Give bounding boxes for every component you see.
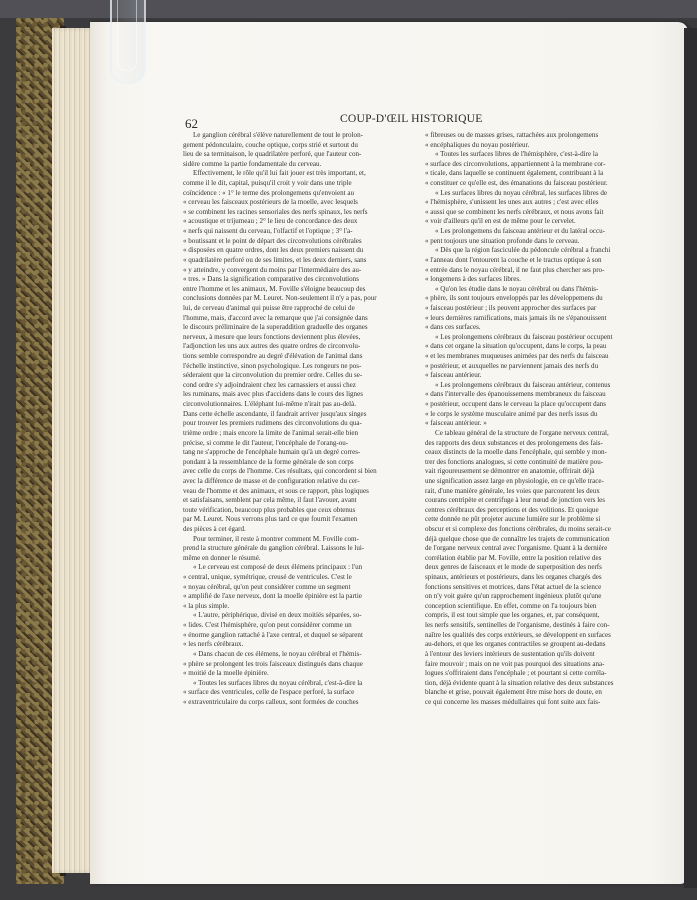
text-line: « cerveau les faisceaux postérieurs de la moelle, avec lesquels	[183, 198, 358, 207]
text-line: vait rigoureusement se démontrer en anatomie, offrirait déjà	[425, 467, 595, 476]
text-line: « faisceau antérieur.	[425, 371, 482, 380]
text-line: « l'hémisphère, s'unissent les unes aux autres ; c'est avec elles	[425, 198, 599, 207]
text-line: « Le cerveau est composé de deux élémens principaux : l'un	[193, 563, 363, 572]
text-line: « faisceau antérieur. »	[425, 419, 487, 428]
text-line: circonvolutionnaires. L'éléphant lui-même n'irait pas au-delà.	[183, 400, 356, 409]
text-line: « dans cet organe la situation qu'occupent, dans le corps, la peau	[425, 342, 607, 351]
text-line: « Les prolongemens cérébraux du faisceau antérieur, contenus	[435, 380, 611, 389]
scan-background	[0, 0, 697, 18]
text-line: « nerfs qui naissent du cerveau, l'olfactif et l'optique ; 3° l'a-	[183, 227, 353, 236]
text-line: « postérieur, occupent dans le cerveau la place qu'occupent dans	[425, 400, 606, 409]
text-line: fonctions sensitives et motrices, dans l'état actuel de la science	[425, 582, 602, 591]
text-line: nerveux, à mesure que leurs fonctions deviennent plus élevées,	[183, 332, 361, 341]
text-line: « Dès que la région fasciculée du pédoncule cérébral a franchi	[435, 246, 611, 255]
text-line: « Toutes les surfaces libres de l'hémisphère, c'est-à-dire la	[435, 150, 598, 159]
text-line: courans centripète et centrifuge à leur nœud de jonction vers les	[425, 496, 606, 505]
text-line: sidère comme la partie fondamentale du cerveau.	[183, 159, 322, 168]
text-line: comme il le dit, capital, puisqu'il croit y voir dans une triple	[183, 179, 352, 188]
text-line: « faisceau postérieur ; ils peuvent approcher des surfaces par	[425, 303, 597, 312]
text-line: tions semble correspondre au degré d'élévation de l'animal dans	[183, 352, 363, 361]
text-line: lieu de sa terminaison, le quadrilatère perforé, que l'auteur con-	[183, 150, 362, 159]
text-line: « extraventriculaire du corps calleux, sont formées de couches	[183, 697, 359, 706]
text-line: deux genres de faisceaux et le mode de superposition des nerfs	[425, 563, 602, 572]
text-line: « noyau cérébral, qu'on peut considérer comme un segment	[183, 582, 351, 591]
text-line: à l'entour des leviers intérieurs de sustentation qu'ils doivent	[425, 649, 595, 658]
text-line: « amplifié de l'axe nerveux, dont la moelle épinière est la partie	[183, 592, 362, 601]
text-line: les ruminans, mais avec plus d'accidens dans le cours des lignes	[183, 390, 363, 399]
text-line: on n'y voit guère qu'un rapprochement ingénieux plutôt qu'une	[425, 592, 602, 601]
text-line: centres cérébraux des perceptions et des volitions. Et quoique	[425, 505, 599, 514]
text-line: « Qu'on les étudie dans le noyau cérébral ou dans l'hémis-	[435, 284, 599, 293]
text-line: l'échelle instinctive, sinon psychologique. Les rongeurs ne pos-	[183, 361, 362, 370]
text-line: « moitié de la moelle épinière.	[183, 669, 269, 678]
text-line: « Les surfaces libres du noyau cérébral, les surfaces libres de	[435, 188, 607, 197]
text-line: « Les prolongemens cérébraux du faisceau postérieur occupent	[435, 332, 613, 341]
text-line: naître les qualités des corps extérieurs, se développent en surfaces	[425, 630, 611, 639]
text-line: Pour terminer, il reste à montrer comment M. Foville com-	[193, 534, 359, 543]
right-shadow	[684, 28, 697, 888]
text-line: lui, de cerveau d'animal qui puisse être rapproché de celui de	[183, 303, 355, 312]
text-line: et satisfaisans, semblent par cela même, il faut l'avouer, avant	[183, 496, 357, 505]
text-line: conclusions données par M. Leuret. Non-seulement il n'y a pas, pour	[183, 294, 377, 303]
text-line: spinaux, antérieurs et postérieurs, dans les organes chargés des	[425, 573, 602, 582]
text-line: « l'anneau dont l'entourent la couche et le tractus optique à son	[425, 255, 602, 264]
text-line: « Dans chacun de ces élémens, le noyau cérébral et l'hémis-	[193, 649, 362, 658]
text-line: avec la différence de masse et de configuration relative du cer-	[183, 476, 360, 485]
text-line: trer des fonctions analogues, si cette continuité de matière pou-	[425, 457, 604, 466]
text-line: « L'autre, périphérique, divisé en deux moitiés séparées, so-	[193, 611, 362, 620]
text-line: une signification assez large en physiologie, en ce qu'elle trace-	[425, 476, 604, 485]
text-line: cond ordre s'y adjoindraient chez les carnassiers et aussi chez	[183, 380, 356, 389]
text-line: ceaux distincts de la moelle dans l'encéphale, qui semble y mon-	[425, 448, 607, 457]
text-line: pour trouver les premiers rudimens des circonvolutions du qua-	[183, 419, 362, 428]
text-line: avec celle du corps de l'homme. Ces résultats, qui concordent si bien	[183, 467, 377, 476]
text-line: « la plus simple.	[183, 601, 230, 610]
text-line: « phère se prolongent les trois faisceaux distingués dans chaque	[183, 659, 363, 668]
text-line: par M. Leuret. Nous verrons plus tard ce que fournit l'examen	[183, 515, 358, 524]
text-line: « voir d'ailleurs qu'il en est de même pour le cervelet.	[425, 217, 576, 226]
text-line: précise, si comme le dit l'auteur, l'encéphale de l'orang-ou-	[183, 438, 349, 447]
text-line: trième ordre ; mais encore la limite de l'animal serait-elle bien	[183, 428, 359, 437]
text-line: rait, d'une manière générale, les voies que parcourent les deux	[425, 486, 600, 495]
text-line: « leurs dernières ramifications, mais jamais ils ne s'épanouissent	[425, 313, 607, 322]
text-line: « constituer ce qu'elle est, des émanations du faisceau postérieur.	[425, 179, 608, 188]
text-line: des rapports des deux substances et des prolongemens des fais-	[425, 438, 603, 447]
text-line: le discours préliminaire de la superaddition graduelle des organes	[183, 323, 368, 332]
text-line: « dans ces surfaces.	[425, 323, 481, 332]
running-head: COUP-D'ŒIL HISTORIQUE	[340, 112, 483, 125]
text-line: « boutissant et le point de départ des circonvolutions cérébrales	[183, 236, 362, 245]
text-line: prend la structure générale du ganglion cérébral. Laissons le lui-	[183, 544, 365, 553]
text-line: « dans l'intervalle des épanouissemens membraneux du faisceau	[425, 390, 606, 399]
text-line: obscur et si complexe des fonctions cérébrales, du moins serait-ce	[425, 524, 611, 533]
text-line: de l'organe nerveux central avec l'organisme. Quant à la dernière	[425, 544, 608, 553]
page-number: 62	[185, 116, 198, 131]
text-line: blanche et grise, pouvait également être mise hors de doute, en	[425, 688, 602, 697]
text-line: « quadrilatère perforé ou de ses limites, et les deux derniers, sans	[183, 255, 367, 264]
text-line: « entrée dans le noyau cérébral, il ne faut plus chercher ses pro-	[425, 265, 605, 274]
text-line: « énorme ganglion rattaché à l'axe central, et duquel se séparent	[183, 630, 363, 639]
text-line: cette donnée ne pût projeter aucune lumière sur le problème si	[425, 515, 601, 524]
text-line: conception scientifique. En effet, comme on l'a toujours bien	[425, 601, 597, 610]
bookmark-clip-inner	[117, 0, 137, 71]
text-line: entre l'homme et les animaux, M. Foville s'éloigne beaucoup des	[183, 284, 366, 293]
text-line: pondant à la ressemblance de la forme générale de son corps	[183, 457, 354, 466]
text-line: Effectivement, le rôle qu'il lui fait jouer est très important, et,	[193, 169, 366, 178]
text-line: « pent toujours une situation profonde dans le cerveau.	[425, 236, 580, 245]
text-line: tion, déjà évidente quant à la situation relative des deux substances	[425, 678, 614, 687]
text-line: « se combinent les racines sensoriales des nerfs spinaux, les nerfs	[183, 207, 368, 216]
text-line: « phère, ils sont toujours enveloppés par les développemens du	[425, 294, 603, 303]
text-line: « surface des circonvolutions, appartiennent à la membrane cor-	[425, 159, 606, 168]
text-line: des pièces à cet égard.	[183, 524, 246, 533]
text-line: même en donner le résumé.	[183, 553, 261, 562]
text-line: « Toutes les surfaces libres du noyau cérébral, c'est-à-dire la	[193, 678, 363, 687]
text-line: Dans cette échelle ascendante, il faudrait arriver jusqu'aux singes	[183, 409, 367, 418]
left-column	[183, 131, 400, 708]
text-line: faire mouvoir ; mais on ne voit pas pourquoi des situations ana-	[425, 659, 605, 668]
text-line: les nerfs sensitifs, sentinelles de l'organisme, destinés à faire con-	[425, 621, 610, 630]
text-line: corrélation établie par M. Foville, entre la position relative des	[425, 553, 602, 562]
text-line: Le ganglion cérébral s'élève naturellement de tout le prolon-	[193, 131, 363, 139]
text-line: compris, il est tout simple que les organes, et, par conséquent,	[425, 611, 600, 620]
text-line: « Les prolongemens du faisceau antérieur et du latéral occu-	[435, 227, 606, 236]
text-line: « le corps le système musculaire animé par des nerfs issus du	[425, 409, 598, 418]
text-line: coïncidence : « 1° le terme des prolongemens qu'envoient au	[183, 188, 355, 197]
text-line: toute vérification, beaucoup plus probables que ceux obtenus	[183, 505, 356, 514]
text-line: « postérieur, et auxquelles ne parviennent jamais des nerfs du	[425, 361, 599, 370]
text-line: veau de l'homme et des animaux, et sous ce rapport, plus logiques	[183, 486, 369, 495]
text-line: « les nerfs cérébraux.	[183, 640, 244, 649]
text-line: « disposées en quatre ordres, dont les deux premiers naissent du	[183, 246, 364, 255]
text-line: « ticale, dans laquelle se continuent également, contribuant à la	[425, 169, 604, 178]
text-line: « acoustique et trijumeau ; 2° le lieu de concordance des deux	[183, 217, 358, 226]
right-column	[425, 131, 642, 708]
text-line: tang ne s'approche de l'encéphale humain qu'à un degré corres-	[183, 448, 361, 457]
text-line: « aussi que se combinent les nerfs cérébraux, et nous avons fait	[425, 207, 604, 216]
text-line: déjà quelque chose que de connaître les trajets de communication	[425, 534, 610, 543]
text-line: logues s'offriraient dans l'encéphale ; et pourtant si cette corréla-	[425, 669, 607, 678]
text-line: au-dehors, et que les organes contractiles se groupent au-dedans	[425, 640, 606, 649]
text-line: « et les membranes muqueuses animées par des nerfs du faisceau	[425, 352, 609, 361]
text-line: l'adjonction les uns aux autres des quatre ordres de circonvolu-	[183, 342, 361, 351]
text-line: « surface des ventricules, celle de l'espace perforé, la surface	[183, 688, 355, 697]
text-line: « central, unique, symétrique, creusé de ventricules. C'est le	[183, 573, 352, 582]
text-line: « fibreuses ou de masses grises, rattachées aux prolongemens	[425, 131, 599, 139]
text-line: Ce tableau général de la structure de l'organe nerveux central,	[435, 428, 609, 437]
text-line: l'homme, mais, d'accord avec la remarque que j'ai consignée dans	[183, 313, 368, 322]
text-line: « y atteindre, y convergent du moins par l'intermédiaire des au-	[183, 265, 362, 274]
text-line: « tres. » Dans la signification comparative des circonvolutions	[183, 275, 359, 284]
text-line: séderaient que la circonvolution du premier ordre. Celles du se-	[183, 371, 363, 380]
text-line: « longemens à des surfaces libres.	[425, 275, 521, 284]
text-line: « encéphaliques du noyau postérieur.	[425, 140, 530, 149]
text-line: « lides. C'est l'hémisphère, qu'on peut considérer comme un	[183, 621, 352, 630]
text-line: ce qui concerne les masses médullaires qui font suite aux fais-	[425, 697, 601, 706]
text-line: gement pédonculaire, couche optique, corps strié et surtout du	[183, 140, 358, 149]
